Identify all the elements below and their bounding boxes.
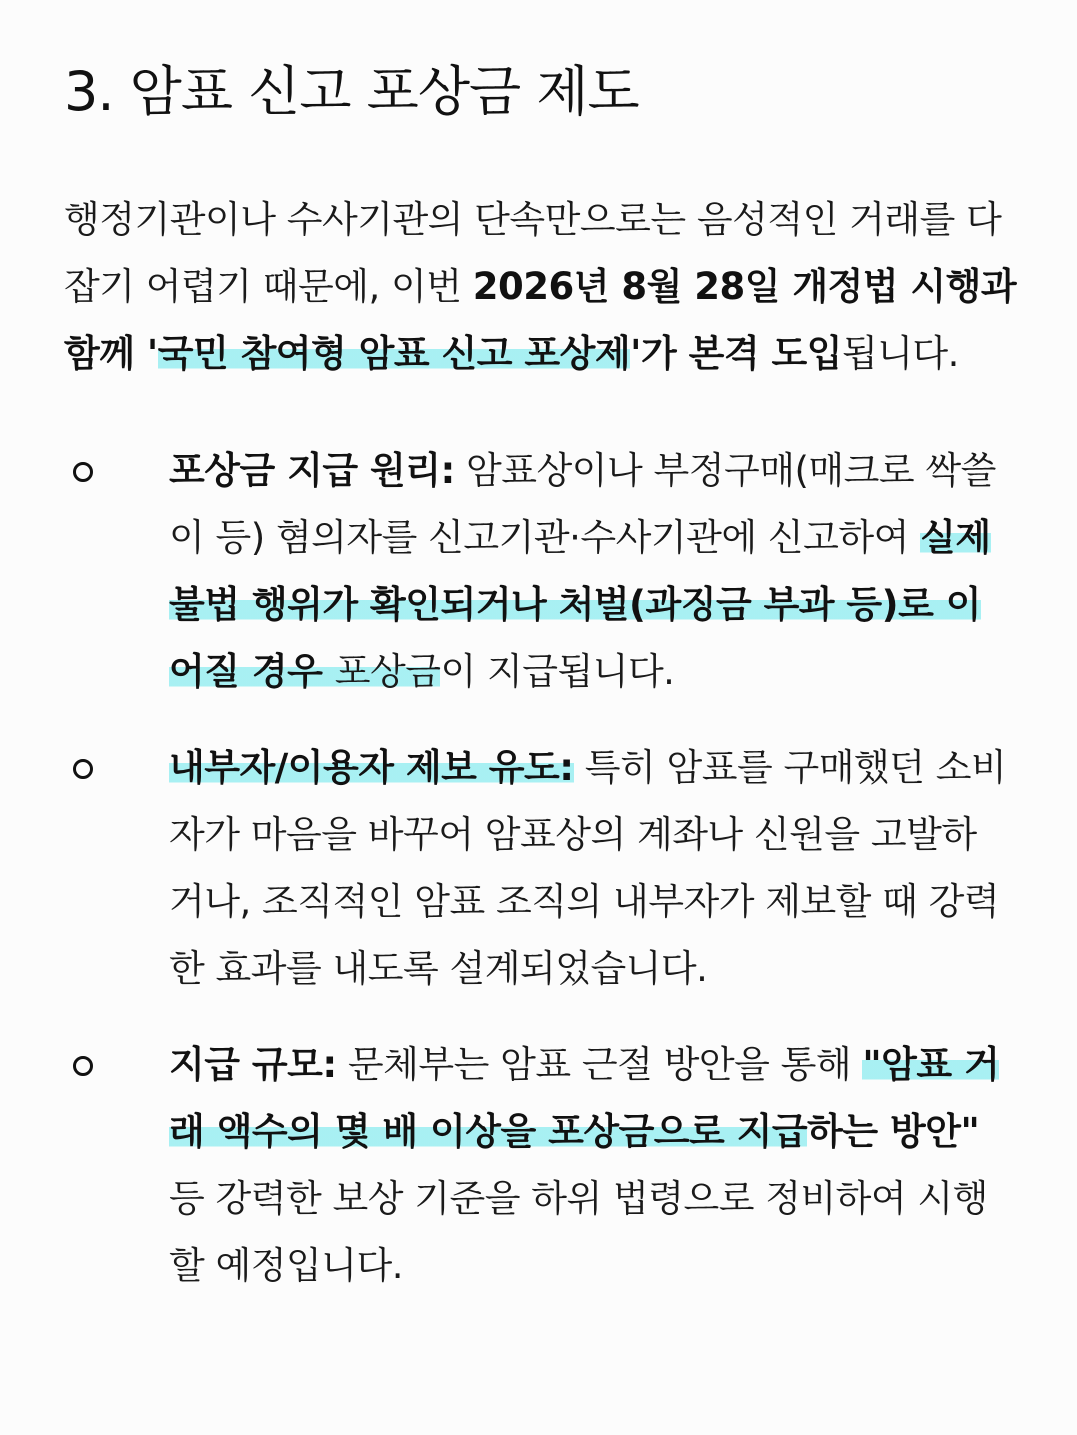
bullet-highlight: 실제 불법 행위가 확인되거나 처벌(과징금 부과 등)로 이어질 경우	[169, 516, 991, 693]
bullet-text: 암표상이나 부정구매(매크로 싹쓸이 등) 혐의자를 신고기관·수사기관에 신고하여	[169, 449, 996, 559]
list-item	[64, 734, 1009, 1002]
intro-bold-date: 2026년 8월 28일 개정법 시행과 함께 '	[64, 265, 1017, 375]
bullet-circle-icon	[73, 759, 93, 779]
intro-bold-tail: '가 본격 도입	[630, 332, 842, 375]
bullet-text: 특히 암표를 구매했던 소비자가 마음을 바꾸어 암표상의 계좌나 신원을 고발하거나, 조직적인 암표 조직의 내부자가 제보할 때 강력한 효과를 내도록 설계되었습니다.	[169, 746, 1007, 990]
list-item	[64, 437, 1009, 705]
bullet-circle-icon	[73, 1056, 93, 1076]
intro-paragraph	[64, 186, 1024, 387]
bullet-text: 문체부는 암표 근절 방안을 통해	[336, 1043, 863, 1086]
bullet-text-end: 등 강력한 보상 기준을 하위 법령으로 정비하여 시행할 예정입니다.	[169, 1177, 988, 1287]
intro-text-end: 됩니다.	[841, 332, 959, 375]
bullet-title: 포상금 지급 원리:	[169, 449, 455, 492]
bullet-circle-icon	[73, 462, 93, 482]
intro-text: 행정기관이나 수사기관의 단속만으로는 음성적인 거래를 다 잡기 어렵기 때문에, 이번	[64, 198, 1002, 308]
bullet-list	[64, 437, 1024, 1299]
document-page	[64, 50, 1024, 1328]
bullet-highlight: "암표 거래 액수의 몇 배 이상을 포상금으로 지급	[169, 1043, 1000, 1153]
section-heading: 3. 암표 신고 포상금 제도	[64, 60, 639, 123]
bullet-text-end: 이 지급됩니다.	[440, 650, 675, 693]
bullet-title: 지급 규모:	[169, 1043, 337, 1086]
bullet-bold-tail: 하는 방안"	[807, 1110, 980, 1153]
bullet-highlight-plain: 포상금	[334, 650, 441, 693]
list-item	[64, 1031, 1009, 1299]
bullet-title: 내부자/이용자 제보 유도:	[169, 746, 574, 789]
intro-highlight: 국민 참여형 암표 신고 포상제	[157, 332, 631, 375]
